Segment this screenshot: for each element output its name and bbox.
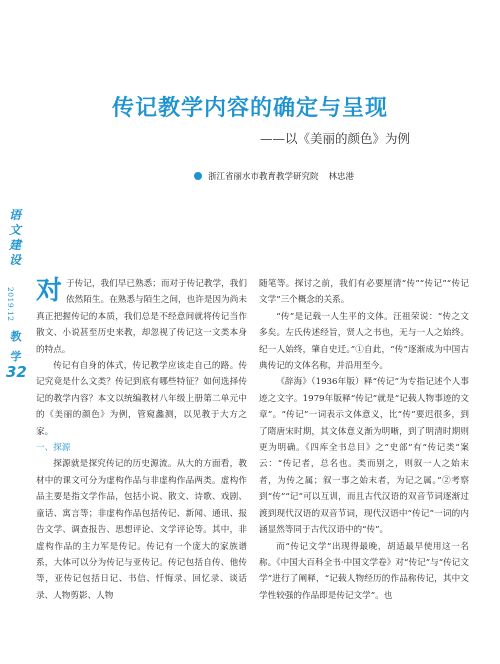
paragraph: 《辞海》（1936年版）释“传记”为专指记述个人事迹之文字。1979年版释“传记”就是“记载人物事迹的文章”。“传记”一词表示文体意义，比“传”要迟很多，到了隋唐宋时期，其文体意义渐为明晰，到了明清时期则更为明确。《四库全书总目》之“史部”有“传记类”案云：“传记者，总名也。类而别之，则叙一人之始末者，为传之属；叙一事之始末者，为记之属。”②考察到“传”“记”可以互训，而且古代汉语的双音节词逐渐过渡到现代汉语的双音节词，现代汉语中“传记”一词的内涵显然等同于古代汉语中的“传”。: [259, 377, 469, 536]
drop-cap: 对: [36, 276, 63, 306]
section-label: 教 学: [10, 330, 22, 363]
left-column: [36, 276, 247, 604]
author-name: 林忠港: [328, 172, 355, 182]
bullet-icon: [194, 172, 202, 180]
issue-date: 2019.12: [6, 287, 15, 322]
author-affiliation: 浙江省丽水市教育教学研究院: [208, 172, 319, 182]
paragraph: 随笔等。探讨之前，我们有必要厘清“传”“传记”“传记文学”三个概念的关系。: [259, 279, 469, 306]
paragraph: “传”是记载一人生平的文体。汪祖荣说：“传之文多矣。左氏传述经旨，贤人之书也，无与一人之始终。纪一人始终，肇自史迁。”①自此，“传”逐渐成为中国古典传记的文体名称，并沿用至今。: [259, 311, 469, 372]
magazine-name: 语 文 建 设: [8, 208, 21, 267]
paragraph: 而“传记文学”出现得最晚，胡适最早使用这一名称。《中国大百科全书·中国文学卷》对“传记”与“传记文学”进行了阐释，“记载人物经历的作品称传记，其中文学性较强的作品即是传记文学”。也: [259, 541, 469, 601]
article-subtitle: ——以《美丽的颜色》为例: [260, 131, 411, 146]
right-column: [259, 276, 469, 604]
section-heading: 一、探源: [36, 443, 71, 454]
paragraph: 对于传记，我们早已熟悉；而对于传记教学，我们依然陌生。在熟悉与陌生之间，也许是因为尚未真正把握传记的本质，我们总是不经意间就将传记当作散文、小说甚至历史来教，却忽视了传记这一文类本身的特点。: [36, 276, 247, 355]
article-title: 传记教学内容的确定与呈现: [111, 96, 388, 121]
author-line: [194, 170, 354, 182]
paragraph: 传记有自身的体式，传记教学应该走自己的路。传记究竟是什么文类？传记到底有哪些特征？如何选择传记的教学内容？本文以统编教材八年级上册第二单元中的《美丽的颜色》为例，管窥蠡测，以见教于大方之家。: [36, 361, 247, 437]
paragraph: 探源就是探究传记的历史源流。从大的方面看，教材中的课文可分为虚构作品与非虚构作品两类。虚构作品主要是指文学作品，包括小说、散文、诗歌、戏剧、童话、寓言等；非虚构作品包括传记、新闻、通讯、报告文学、调查报告、思想评论、文学评论等。其中，非虚构作品的主力军是传记。传记有一个庞大的家族谱系，大体可以分为传记与亚传记。传记包括自传、他传等，亚传记包括日记、书信、忏悔录、回忆录、谈话录、人物剪影、人物: [36, 459, 247, 601]
page-number: 32: [6, 363, 27, 381]
